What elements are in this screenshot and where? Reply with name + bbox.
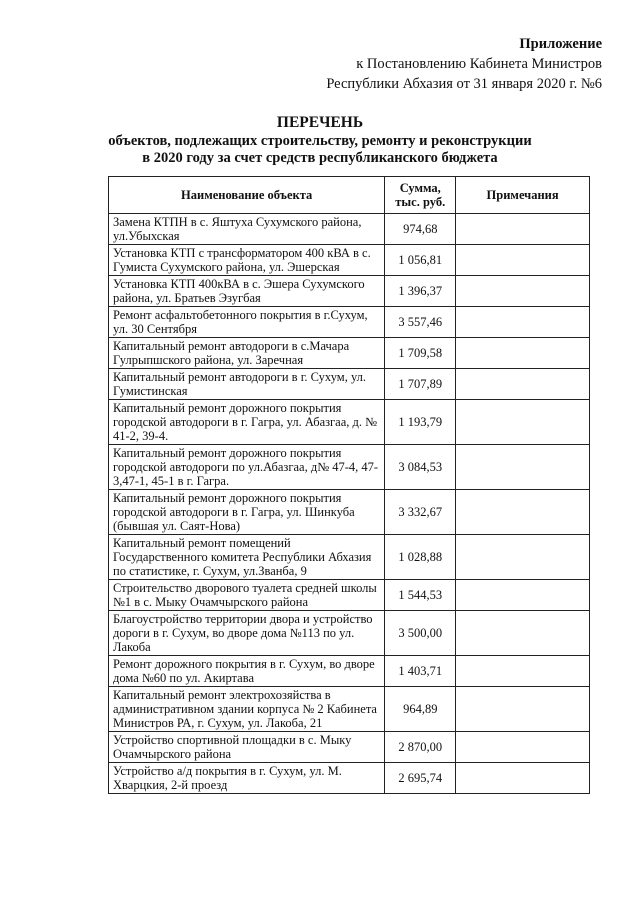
annex-label: Приложение <box>519 36 602 52</box>
table-row <box>109 445 590 490</box>
annex-block <box>326 34 602 94</box>
table-row <box>109 245 590 276</box>
object-name-cell: Строительство дворового туалета средней школы №1 в с. Мыку Очамчырского района <box>109 580 385 611</box>
note-cell <box>456 445 590 490</box>
sum-cell: 3 332,67 <box>385 490 456 535</box>
header-sum: Сумма, тыс. руб. <box>385 177 456 214</box>
sum-cell: 2 695,74 <box>385 763 456 794</box>
sum-cell: 3 557,46 <box>385 307 456 338</box>
header-notes: Примечания <box>456 177 590 214</box>
note-cell <box>456 763 590 794</box>
sum-cell: 1 707,89 <box>385 369 456 400</box>
header-name: Наименование объекта <box>109 177 385 214</box>
note-cell <box>456 338 590 369</box>
table-row <box>109 307 590 338</box>
object-name-cell: Капитальный ремонт помещений Государственного комитета Республики Абхазия по статистике, г. Сухум, ул.Званба, 9 <box>109 535 385 580</box>
table-row <box>109 611 590 656</box>
object-name-cell: Устройство спортивной площадки в с. Мыку Очамчырского района <box>109 732 385 763</box>
object-name-cell: Устройство а/д покрытия в г. Сухум, ул. М. Хварцкия, 2-й проезд <box>109 763 385 794</box>
annex-line-1: к Постановлению Кабинета Министров <box>356 56 602 72</box>
object-name-cell: Установка КТП 400кВА в с. Эшера Сухумского района, ул. Братьев Эзугбая <box>109 276 385 307</box>
object-name-cell: Капитальный ремонт автодороги в с.Мачара Гулрыпшского района, ул. Заречная <box>109 338 385 369</box>
object-name-cell: Ремонт асфальтобетонного покрытия в г.Сухум, ул. 30 Сентября <box>109 307 385 338</box>
table-row <box>109 276 590 307</box>
note-cell <box>456 214 590 245</box>
sum-cell: 1 056,81 <box>385 245 456 276</box>
object-name-cell: Капитальный ремонт дорожного покрытия городской автодороги по ул.Абазгаа, д№ 47-4, 47-3,47-1, 45-1 в г. Гагра. <box>109 445 385 490</box>
title-line-1: объектов, подлежащих строительству, ремонту и реконструкции <box>108 133 532 149</box>
note-cell <box>456 307 590 338</box>
table-row <box>109 214 590 245</box>
annex-line-2: Республики Абхазия от 31 января 2020 г. №6 <box>326 76 602 92</box>
note-cell <box>456 687 590 732</box>
table-header-row <box>109 177 590 214</box>
note-cell <box>456 276 590 307</box>
object-name-cell: Капитальный ремонт электрохозяйства в административном здании корпуса № 2 Кабинета Министров РА, г. Сухум, ул. Лакоба, 21 <box>109 687 385 732</box>
sum-cell: 1 544,53 <box>385 580 456 611</box>
sum-cell: 1 396,37 <box>385 276 456 307</box>
table-row <box>109 535 590 580</box>
note-cell <box>456 369 590 400</box>
table-row <box>109 580 590 611</box>
table-row <box>109 490 590 535</box>
table-row <box>109 338 590 369</box>
table-row <box>109 763 590 794</box>
object-name-cell: Ремонт дорожного покрытия в г. Сухум, во дворе дома №60 по ул. Акиртава <box>109 656 385 687</box>
table-row <box>109 732 590 763</box>
table-row <box>109 687 590 732</box>
object-name-cell: Установка КТП с трансформатором 400 кВА в с. Гумиста Сухумского района, ул. Эшерская <box>109 245 385 276</box>
object-name-cell: Благоустройство территории двора и устройство дороги в г. Сухум, во дворе дома №113 по ул. Лакоба <box>109 611 385 656</box>
table-row <box>109 656 590 687</box>
object-name-cell: Капитальный ремонт автодороги в г. Сухум, ул. Гумистинская <box>109 369 385 400</box>
sum-cell: 3 500,00 <box>385 611 456 656</box>
object-name-cell: Капитальный ремонт дорожного покрытия городской автодороги в г. Гагра, ул. Абазгаа, д. № 41-2, 39-4. <box>109 400 385 445</box>
note-cell <box>456 732 590 763</box>
note-cell <box>456 245 590 276</box>
table-row <box>109 400 590 445</box>
note-cell <box>456 580 590 611</box>
sum-cell: 2 870,00 <box>385 732 456 763</box>
sum-cell: 1 709,58 <box>385 338 456 369</box>
sum-cell: 1 028,88 <box>385 535 456 580</box>
note-cell <box>456 490 590 535</box>
sum-cell: 964,89 <box>385 687 456 732</box>
sum-cell: 3 084,53 <box>385 445 456 490</box>
title-main: ПЕРЕЧЕНЬ <box>276 114 364 131</box>
table-row <box>109 369 590 400</box>
objects-table <box>108 176 590 794</box>
note-cell <box>456 400 590 445</box>
note-cell <box>456 656 590 687</box>
note-cell <box>456 535 590 580</box>
object-name-cell: Капитальный ремонт дорожного покрытия городской автодороги в г. Гагра, ул. Шинкуба (бывшая ул. Саят-Нова) <box>109 490 385 535</box>
sum-cell: 1 403,71 <box>385 656 456 687</box>
sum-cell: 1 193,79 <box>385 400 456 445</box>
note-cell <box>456 611 590 656</box>
document-title <box>0 113 640 167</box>
object-name-cell: Замена КТПН в с. Яштуха Сухумского района, ул.Убыхская <box>109 214 385 245</box>
title-line-2: в 2020 году за счет средств республиканского бюджета <box>142 150 498 166</box>
sum-cell: 974,68 <box>385 214 456 245</box>
